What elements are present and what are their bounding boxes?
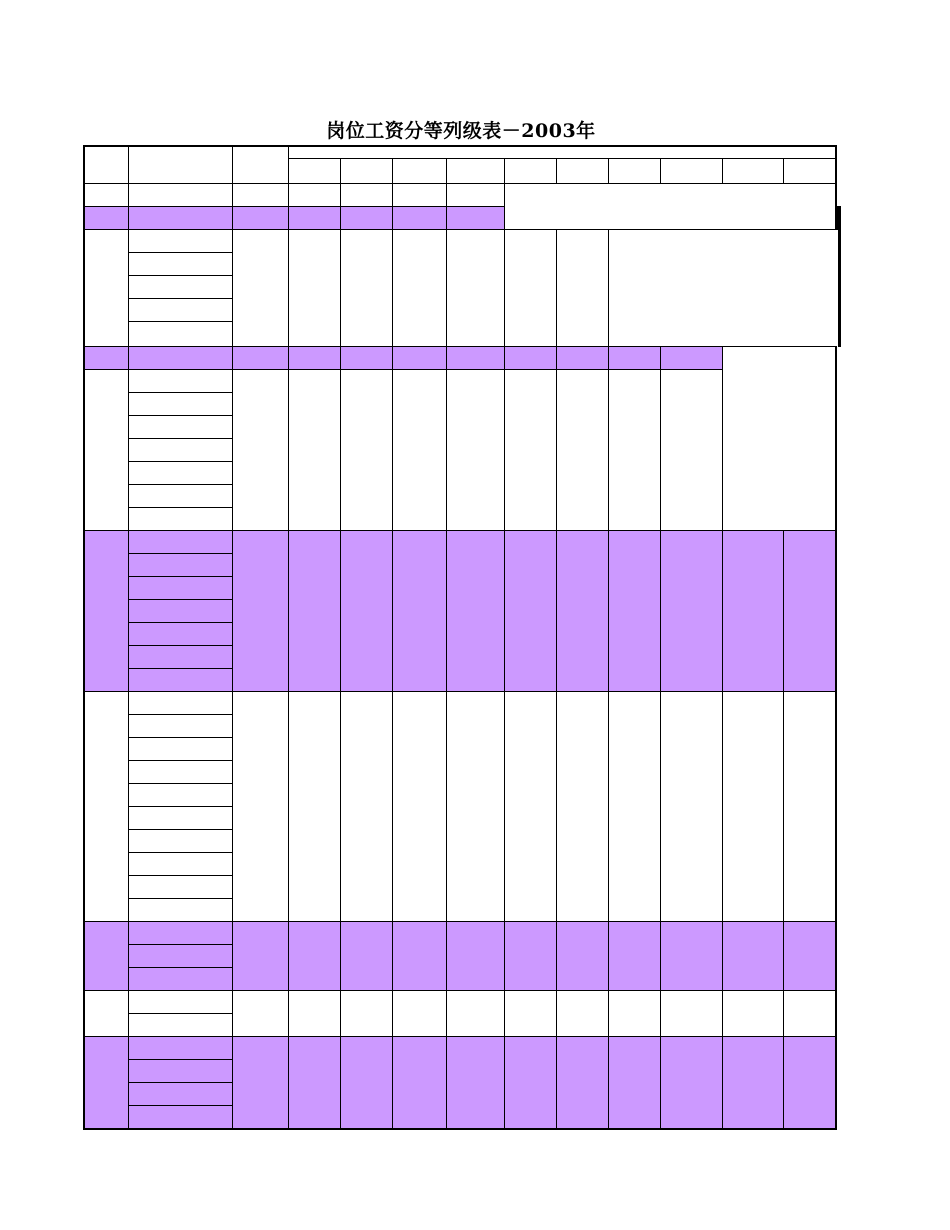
position-cell: [128, 738, 232, 761]
grade-cell: [84, 370, 128, 531]
position-cell: [128, 554, 232, 577]
table-row: [84, 1037, 840, 1060]
empty-region: [839, 207, 841, 347]
position-col-header: [128, 146, 232, 184]
grade-cell: [84, 991, 128, 1037]
salary-cell: [446, 531, 504, 692]
grade-cell: [84, 1037, 128, 1130]
empty-region: [722, 347, 836, 531]
position-cell: [128, 692, 232, 715]
salary-cell: [722, 991, 783, 1037]
level-header: [722, 159, 783, 184]
salary-cell: [392, 991, 446, 1037]
salary-cell: [608, 531, 660, 692]
salary-cell: [446, 370, 504, 531]
salary-cell: [608, 347, 660, 370]
level-header: [556, 159, 608, 184]
salary-cell: [392, 207, 446, 230]
salary-cell: [392, 230, 446, 347]
position-cell: [128, 276, 232, 299]
salary-cell: [722, 1037, 783, 1130]
salary-cell: [340, 207, 392, 230]
salary-cell: [504, 922, 556, 991]
position-cell: [128, 830, 232, 853]
position-cell: [128, 600, 232, 623]
position-cell: [128, 347, 232, 370]
salary-cell: [660, 1037, 722, 1130]
salary-cell: [660, 692, 722, 922]
salary-cell: [504, 370, 556, 531]
table-row: [84, 184, 840, 207]
position-cell: [128, 853, 232, 876]
salary-cell: [288, 991, 340, 1037]
position-cell: [128, 253, 232, 276]
level-header: [783, 159, 836, 184]
position-cell: [128, 623, 232, 646]
grade-cell: [84, 230, 128, 347]
position-cell: [128, 370, 232, 393]
salary-cell: [446, 692, 504, 922]
salary-cell: [446, 991, 504, 1037]
grade-cell: [84, 531, 128, 692]
coef-cell: [232, 692, 288, 922]
position-cell: [128, 899, 232, 922]
position-cell: [128, 322, 232, 347]
salary-cell: [783, 531, 836, 692]
level-header: [608, 159, 660, 184]
salary-cell: [340, 991, 392, 1037]
salary-cell: [288, 531, 340, 692]
salary-cell: [504, 531, 556, 692]
table-title: 岗位工资分等列级表－2003年: [326, 120, 596, 142]
salary-cell: [556, 922, 608, 991]
salary-cell: [340, 922, 392, 991]
level-header: [504, 159, 556, 184]
empty-region: [504, 184, 836, 230]
grade-cell: [84, 922, 128, 991]
grade-col-header: [84, 146, 128, 184]
table-row: [84, 991, 840, 1014]
salary-cell: [392, 184, 446, 207]
salary-cell: [340, 184, 392, 207]
position-cell: [128, 1037, 232, 1060]
salary-cell: [783, 922, 836, 991]
position-cell: [128, 761, 232, 784]
salary-cell: [722, 922, 783, 991]
salary-cell: [556, 230, 608, 347]
salary-cell: [392, 531, 446, 692]
coef-cell: [232, 922, 288, 991]
salary-cell: [504, 347, 556, 370]
salary-cell: [288, 922, 340, 991]
salary-cell: [446, 230, 504, 347]
header-row: [84, 146, 840, 159]
coef-cell: [232, 991, 288, 1037]
level-header: [446, 159, 504, 184]
coef-cell: [232, 184, 288, 207]
position-cell: [128, 1106, 232, 1130]
table-row: [84, 347, 840, 370]
salary-cell: [340, 347, 392, 370]
salary-cell: [446, 207, 504, 230]
salary-cell: [504, 230, 556, 347]
salary-cell: [392, 347, 446, 370]
position-cell: [128, 1083, 232, 1106]
levels-group-header: [288, 146, 836, 159]
position-cell: [128, 207, 232, 230]
grade-cell: [84, 207, 128, 230]
position-cell: [128, 715, 232, 738]
grade-cell: [84, 692, 128, 922]
position-cell: [128, 646, 232, 669]
level-header: [392, 159, 446, 184]
salary-cell: [340, 1037, 392, 1130]
table-row: [84, 230, 840, 253]
coef-col-header: [232, 146, 288, 184]
table-row: [84, 692, 840, 715]
coef-cell: [232, 370, 288, 531]
salary-grade-table: [83, 145, 841, 1130]
salary-cell: [783, 1037, 836, 1130]
position-cell: [128, 945, 232, 968]
salary-cell: [608, 370, 660, 531]
position-cell: [128, 922, 232, 945]
coef-cell: [232, 1037, 288, 1130]
salary-cell: [392, 692, 446, 922]
position-cell: [128, 1014, 232, 1037]
position-cell: [128, 416, 232, 439]
position-cell: [128, 968, 232, 991]
position-cell: [128, 991, 232, 1014]
salary-cell: [556, 991, 608, 1037]
salary-cell: [660, 922, 722, 991]
position-cell: [128, 485, 232, 508]
salary-cell: [446, 184, 504, 207]
position-cell: [128, 230, 232, 253]
position-cell: [128, 807, 232, 830]
salary-cell: [660, 531, 722, 692]
salary-cell: [660, 370, 722, 531]
position-cell: [128, 669, 232, 692]
salary-cell: [392, 1037, 446, 1130]
salary-cell: [556, 347, 608, 370]
level-header: [340, 159, 392, 184]
salary-cell: [556, 531, 608, 692]
salary-cell: [722, 692, 783, 922]
salary-cell: [608, 991, 660, 1037]
position-cell: [128, 508, 232, 531]
salary-cell: [288, 207, 340, 230]
position-cell: [128, 462, 232, 485]
salary-cell: [783, 991, 836, 1037]
salary-cell: [504, 991, 556, 1037]
salary-cell: [446, 1037, 504, 1130]
salary-cell: [556, 692, 608, 922]
salary-cell: [340, 531, 392, 692]
salary-cell: [660, 991, 722, 1037]
table-row: [84, 922, 840, 945]
table-row: [84, 531, 840, 554]
salary-cell: [608, 922, 660, 991]
grade-cell: [84, 184, 128, 207]
position-cell: [128, 184, 232, 207]
salary-cell: [608, 692, 660, 922]
level-header: [660, 159, 722, 184]
position-cell: [128, 393, 232, 416]
coef-cell: [232, 347, 288, 370]
coef-cell: [232, 531, 288, 692]
salary-cell: [446, 347, 504, 370]
salary-cell: [340, 230, 392, 347]
coef-cell: [232, 230, 288, 347]
salary-cell: [392, 922, 446, 991]
salary-cell: [608, 1037, 660, 1130]
salary-cell: [288, 370, 340, 531]
salary-cell: [288, 347, 340, 370]
salary-cell: [722, 531, 783, 692]
position-cell: [128, 876, 232, 899]
salary-cell: [392, 370, 446, 531]
salary-cell: [288, 692, 340, 922]
salary-cell: [504, 1037, 556, 1130]
salary-cell: [340, 692, 392, 922]
position-cell: [128, 784, 232, 807]
salary-cell: [288, 230, 340, 347]
salary-cell: [504, 692, 556, 922]
salary-cell: [783, 692, 836, 922]
salary-cell: [660, 347, 722, 370]
position-cell: [128, 577, 232, 600]
salary-cell: [556, 370, 608, 531]
salary-cell: [340, 370, 392, 531]
salary-cell: [446, 922, 504, 991]
salary-cell: [556, 1037, 608, 1130]
position-cell: [128, 299, 232, 322]
coef-cell: [232, 207, 288, 230]
salary-cell: [288, 184, 340, 207]
salary-cell: [288, 1037, 340, 1130]
position-cell: [128, 439, 232, 462]
level-header: [288, 159, 340, 184]
position-cell: [128, 1060, 232, 1083]
position-cell: [128, 531, 232, 554]
grade-cell: [84, 347, 128, 370]
